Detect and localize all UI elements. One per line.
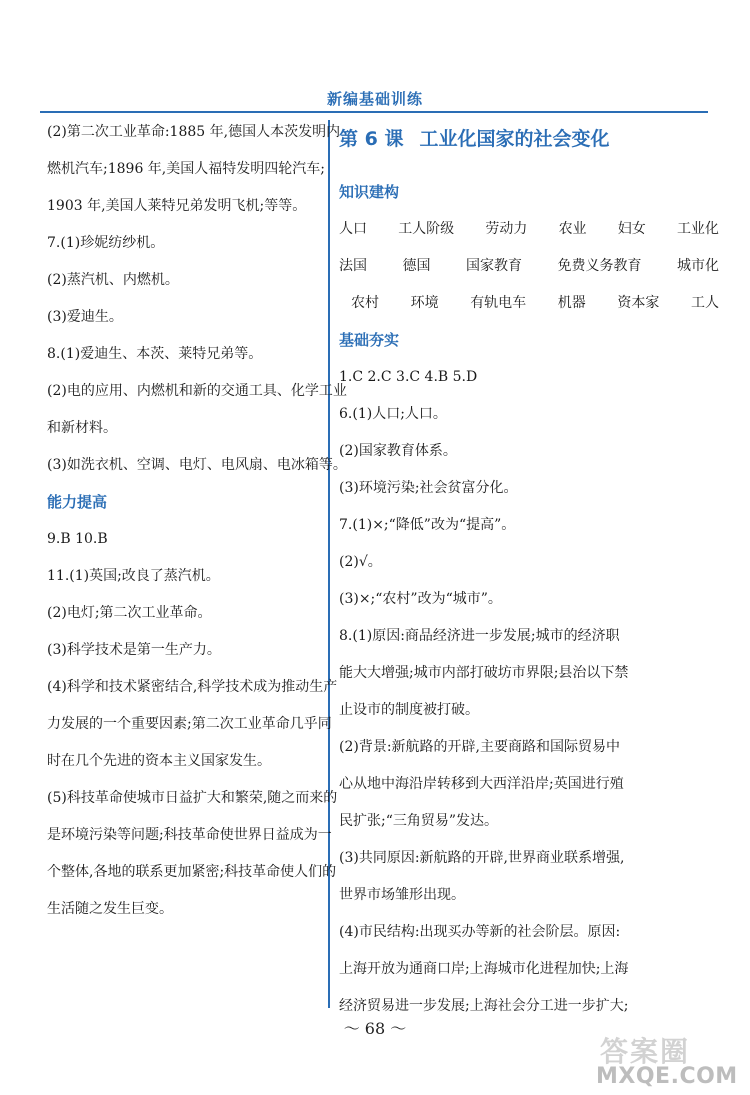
answer-line: 6.(1)人口;人口。 <box>339 406 447 422</box>
answer-line: 1.C 2.C 3.C 4.B 5.D <box>339 369 478 385</box>
answer-line: (2)背景:新航路的开辟,主要商路和国际贸易中 <box>339 739 620 755</box>
term-item: 工人 <box>690 295 719 311</box>
answer-line: 经济贸易进一步发展;上海社会分工进一步扩大; <box>339 998 629 1014</box>
section-heading-knowledge: 知识建构 <box>339 183 400 201</box>
lesson-heading <box>339 124 719 184</box>
answer-line: 9.B 10.B <box>47 531 108 547</box>
lesson-title: 工业化国家的社会变化 <box>419 128 610 150</box>
section-heading-basics: 基础夯实 <box>339 331 400 349</box>
header-rule <box>40 111 708 113</box>
answer-line: 和新材料。 <box>47 420 117 436</box>
answer-line: 11.(1)英国;改良了蒸汽机。 <box>47 568 220 584</box>
left-column <box>47 124 347 938</box>
term-item: 资本家 <box>617 295 660 311</box>
answer-line: 8.(1)爱迪生、本茨、莱特兄弟等。 <box>47 346 263 362</box>
answer-line: (3)爱迪生。 <box>47 309 123 325</box>
answer-line: 止设市的制度被打破。 <box>339 702 479 718</box>
term-item: 有轨电车 <box>470 295 527 311</box>
answer-line: 上海开放为通商口岸;上海城市化进程加快;上海 <box>339 961 629 977</box>
answer-line: 世界市场雏形出现。 <box>339 887 465 903</box>
answer-line: (2)国家教育体系。 <box>339 443 457 459</box>
term-item: 农业 <box>558 221 587 237</box>
answer-line: 个整体,各地的联系更加紧密;科技革命使人们的 <box>47 864 337 880</box>
answer-line: (3)共同原因:新航路的开辟,世界商业联系增强, <box>339 850 625 866</box>
answer-line: (3)科学技术是第一生产力。 <box>47 642 221 658</box>
answer-line: (4)科学和技术紧密结合,科学技术成为推动生产 <box>47 679 338 695</box>
watermark-text: MXQE.COM <box>596 1064 738 1089</box>
answer-line: 7.(1)×;“降低”改为“提高”。 <box>339 517 516 533</box>
answer-list <box>339 369 719 1035</box>
term-item: 环境 <box>410 295 439 311</box>
answer-line: (2)电灯;第二次工业革命。 <box>47 605 212 621</box>
term-item: 城市化 <box>677 258 719 274</box>
answer-line: (2)蒸汽机、内燃机。 <box>47 272 179 288</box>
term-item: 免费义务教育 <box>557 258 642 274</box>
answer-line: (3)×;“农村”改为“城市”。 <box>339 591 502 607</box>
answer-line: (2)第二次工业革命:1885 年,德国人本茨发明内 <box>47 124 341 140</box>
term-item: 妇女 <box>617 221 646 237</box>
page-header-title: 新编基础训练 <box>326 90 423 108</box>
term-row <box>339 295 719 332</box>
answer-line: (4)市民结构:出现买办等新的社会阶层。原因: <box>339 924 621 940</box>
term-item: 农村 <box>351 295 379 311</box>
answer-line: 7.(1)珍妮纺纱机。 <box>47 235 165 251</box>
answer-line: 生活随之发生巨变。 <box>47 901 173 917</box>
answer-line: 8.(1)原因:商品经济进一步发展;城市的经济职 <box>339 628 620 644</box>
watermark-logo <box>596 1030 748 1092</box>
answer-line: 燃机汽车;1896 年,美国人福特发明四轮汽车; <box>47 161 325 177</box>
term-item: 人口 <box>339 221 367 237</box>
term-item: 劳动力 <box>485 221 528 237</box>
answer-line: (5)科技革命使城市日益扩大和繁荣,随之而来的 <box>47 790 338 806</box>
section-heading-ability: 能力提高 <box>47 493 108 511</box>
answer-line: (3)环境污染;社会贫富分化。 <box>339 480 518 496</box>
answer-line: 1903 年,美国人莱特兄弟发明飞机;等等。 <box>47 198 307 214</box>
term-list <box>339 221 719 332</box>
answer-line: (2)电的应用、内燃机和新的交通工具、化学工业 <box>47 383 347 399</box>
term-item: 国家教育 <box>466 258 522 274</box>
answer-line: 民扩张;“三角贸易”发达。 <box>339 813 499 829</box>
term-item: 法国 <box>339 258 367 274</box>
answer-line: 力发展的一个重要因素;第二次工业革命几乎同 <box>47 716 332 732</box>
watermark-mark: 答案圈 <box>600 1035 691 1068</box>
term-item: 工人阶级 <box>398 221 455 237</box>
answer-line: (3)如洗衣机、空调、电灯、电风扇、电冰箱等。 <box>47 457 347 473</box>
right-column <box>339 124 719 1035</box>
answer-line: 是环境污染等问题;科技革命使世界日益成为一 <box>47 827 332 843</box>
term-row <box>339 258 719 295</box>
term-row <box>339 221 719 258</box>
answer-line: 时在几个先进的资本主义国家发生。 <box>47 753 271 769</box>
term-item: 德国 <box>402 258 431 274</box>
term-item: 工业化 <box>676 221 719 237</box>
term-item: 机器 <box>557 295 586 311</box>
answer-line: 心从地中海沿岸转移到大西洋沿岸;英国进行殖 <box>339 776 624 792</box>
lesson-number: 第 6 课 <box>339 128 404 150</box>
answer-line: (2)√。 <box>339 554 382 570</box>
page-number: ～ 68 ～ <box>343 1019 407 1038</box>
answer-line: 能大大增强;城市内部打破坊市界限;县治以下禁 <box>339 665 629 681</box>
